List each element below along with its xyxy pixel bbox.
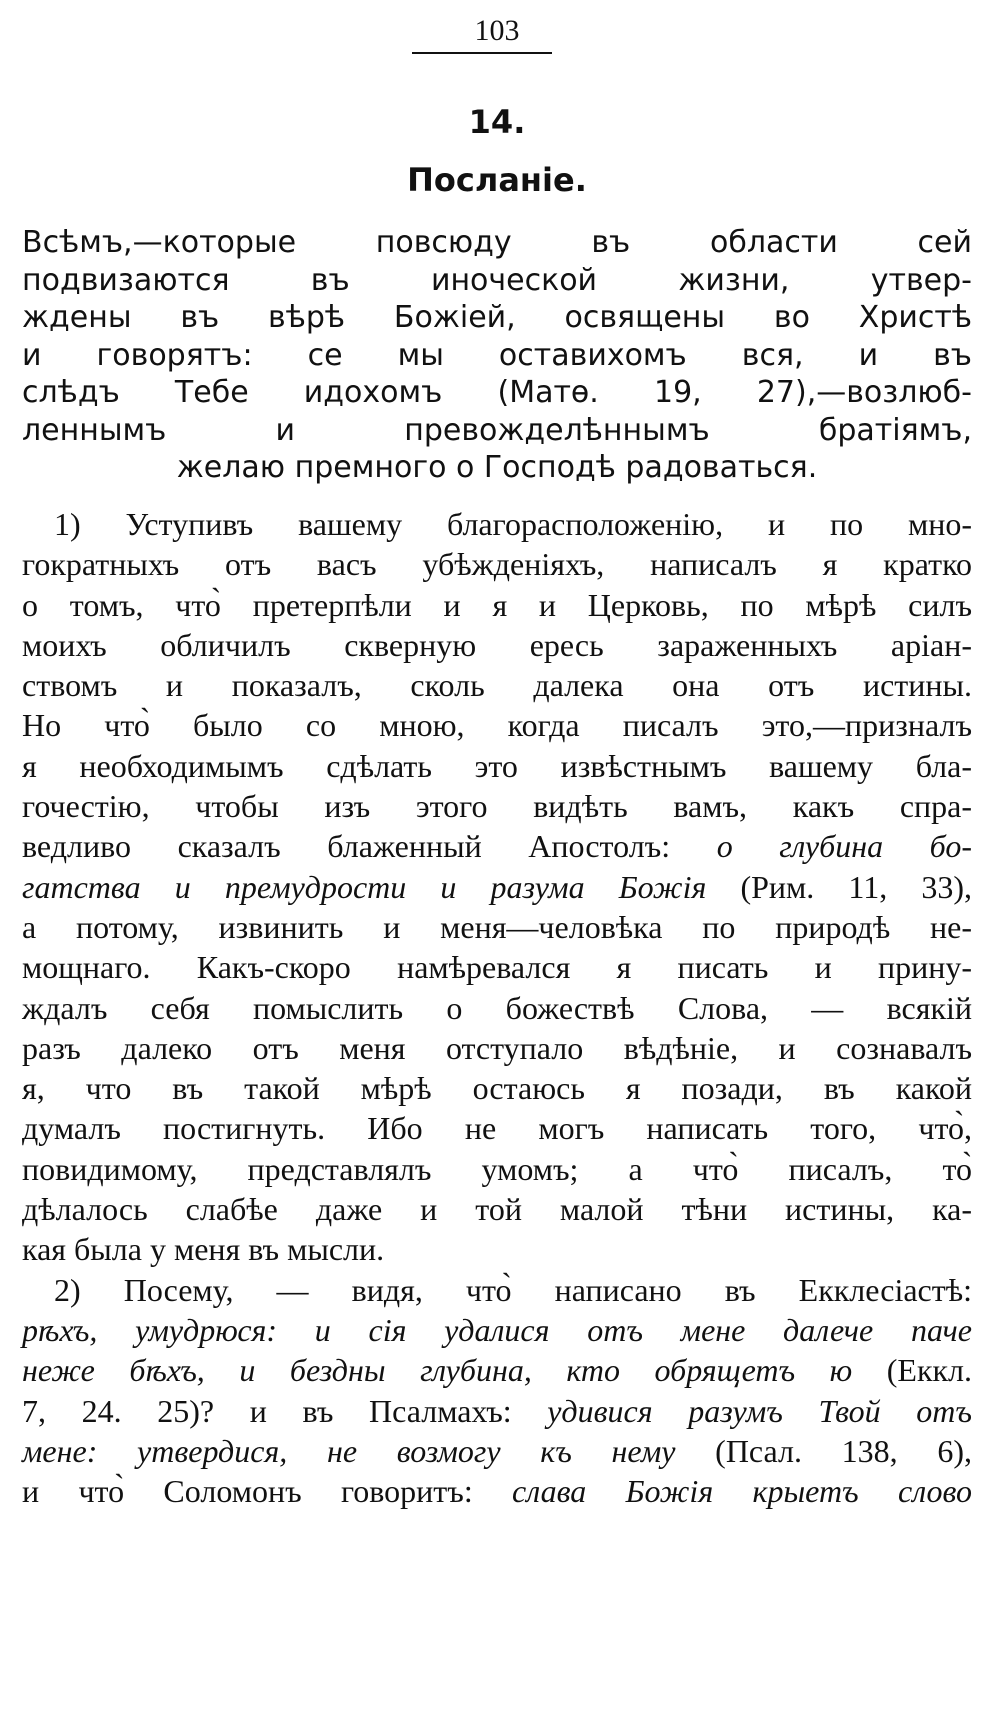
text-run: 7, 24. 25)? и въ Псалмахъ: bbox=[22, 1392, 548, 1429]
text-run: ствомъ и показалъ, сколь далека она отъ истины. bbox=[22, 667, 972, 704]
text-line bbox=[22, 746, 972, 786]
italic-quote: мене: утвердися, не возмогу къ нему bbox=[22, 1432, 676, 1469]
text-line bbox=[22, 1149, 972, 1189]
text-run: думалъ постигнуть. Ибо не могъ написать того, что̀, bbox=[22, 1110, 972, 1147]
italic-quote: слава Божія крыетъ слово bbox=[512, 1473, 973, 1510]
italic-quote: о глубина бо- bbox=[716, 828, 973, 865]
text-line bbox=[22, 786, 972, 826]
text-run: а потому, извинить и меня—человѣка по природѣ не- bbox=[22, 908, 972, 945]
text-line bbox=[22, 1391, 972, 1431]
text-line bbox=[22, 1431, 972, 1471]
text-line bbox=[22, 1028, 972, 1068]
text-run: дѣлалось слабѣе даже и той малой тѣни истины, ка- bbox=[22, 1191, 972, 1228]
text-line bbox=[22, 625, 972, 665]
salutation-line: ждены въ вѣрѣ Божіей, освящены во Христѣ bbox=[22, 300, 972, 335]
salutation-line: леннымъ и превожделѣннымъ братіямъ, bbox=[22, 412, 972, 448]
text-run: 2) Посему, — видя, что̀ написано въ Екклесіастѣ: bbox=[54, 1271, 972, 1308]
text-run: (Еккл. bbox=[852, 1352, 973, 1389]
text-line bbox=[22, 867, 972, 907]
chapter-number: 14. bbox=[468, 103, 526, 141]
text-run: моихъ обличилъ скверную ересь зараженныхъ аріан- bbox=[22, 626, 972, 663]
salutation-line: слѣдъ Тебе идохомъ (Матѳ. 19, 27),—возлюб- bbox=[22, 375, 972, 410]
salutation-line: подвизаются въ иноческой жизни, утвер- bbox=[22, 262, 972, 298]
paragraph-1 bbox=[22, 504, 972, 1270]
text-run: ведливо сказалъ блаженный Апостолъ: bbox=[22, 828, 717, 865]
italic-quote: удивися разумъ Твой отъ bbox=[547, 1392, 973, 1429]
text-run: я необходимымъ сдѣлать это извѣстнымъ вашему бла- bbox=[22, 747, 972, 784]
text-line bbox=[22, 947, 972, 987]
page-number: 103 bbox=[474, 14, 520, 47]
text-line bbox=[22, 1270, 972, 1310]
text-run: разъ далеко отъ меня отступало вѣдѣніе, и сознавалъ bbox=[22, 1029, 972, 1066]
text-line bbox=[22, 1471, 972, 1511]
text-run: гочестію, чтобы изъ этого видѣть вамъ, какъ спра- bbox=[22, 788, 972, 825]
text-line bbox=[22, 705, 972, 745]
text-line bbox=[22, 1350, 972, 1390]
text-run: гократныхъ отъ васъ убѣжденіяхъ, написалъ я кратко bbox=[22, 546, 972, 583]
text-line bbox=[22, 907, 972, 947]
text-run: (Псал. 138, 6), bbox=[675, 1432, 973, 1469]
text-line bbox=[22, 1310, 972, 1350]
text-run: мощнаго. Какъ-скоро намѣревался я писать и прину- bbox=[22, 949, 972, 986]
text-line bbox=[22, 1068, 972, 1108]
text-line bbox=[22, 585, 972, 625]
text-line bbox=[22, 504, 972, 544]
text-run: повидимому, представлялъ умомъ; а что̀ писалъ, то̀ bbox=[22, 1150, 972, 1187]
text-line bbox=[22, 826, 972, 866]
salutation-line: желаю премного о Господѣ радоваться. bbox=[176, 450, 818, 485]
text-line bbox=[22, 544, 972, 584]
text-line bbox=[22, 988, 972, 1028]
text-line bbox=[22, 1229, 972, 1269]
text-run: о томъ, что̀ претерпѣли и я и Церковь, по мѣрѣ силъ bbox=[22, 586, 972, 623]
header-rule bbox=[412, 52, 552, 54]
book-page bbox=[22, 0, 972, 1722]
text-run: 1) Уступивъ вашему благорасположенію, и по мно- bbox=[54, 506, 972, 542]
body-text bbox=[22, 504, 972, 1511]
text-line bbox=[22, 1189, 972, 1229]
text-run: я, что въ такой мѣрѣ остаюсь я позади, въ какой bbox=[22, 1070, 972, 1107]
text-line bbox=[22, 1108, 972, 1148]
italic-quote: рѣхъ, умудрюся: и сія удалися отъ мене далече паче bbox=[22, 1311, 972, 1348]
text-run: ждалъ себя помыслить о божествѣ Слова, — всякій bbox=[22, 989, 972, 1026]
text-run: кая была у меня въ мысли. bbox=[22, 1231, 385, 1268]
salutation-line: и говорятъ: се мы оставихомъ вся, и въ bbox=[22, 337, 972, 373]
text-run: (Рим. 11, 33), bbox=[706, 868, 973, 905]
italic-quote: гатства и премудрости и разума Божія bbox=[22, 868, 707, 905]
text-line bbox=[22, 665, 972, 705]
salutation-block bbox=[22, 224, 972, 487]
text-run: и что̀ Соломонъ говоритъ: bbox=[22, 1473, 513, 1510]
text-run: Но что̀ было со мною, когда писалъ это,—призналъ bbox=[22, 707, 972, 744]
italic-quote: неже бѣхъ, и бездны глубина, кто обрящетъ ю bbox=[22, 1352, 853, 1389]
paragraph-2 bbox=[22, 1270, 972, 1512]
salutation-line: Всѣмъ,—которые повсюду въ области сей bbox=[22, 225, 972, 260]
page-title: Посланіе. bbox=[407, 161, 587, 199]
